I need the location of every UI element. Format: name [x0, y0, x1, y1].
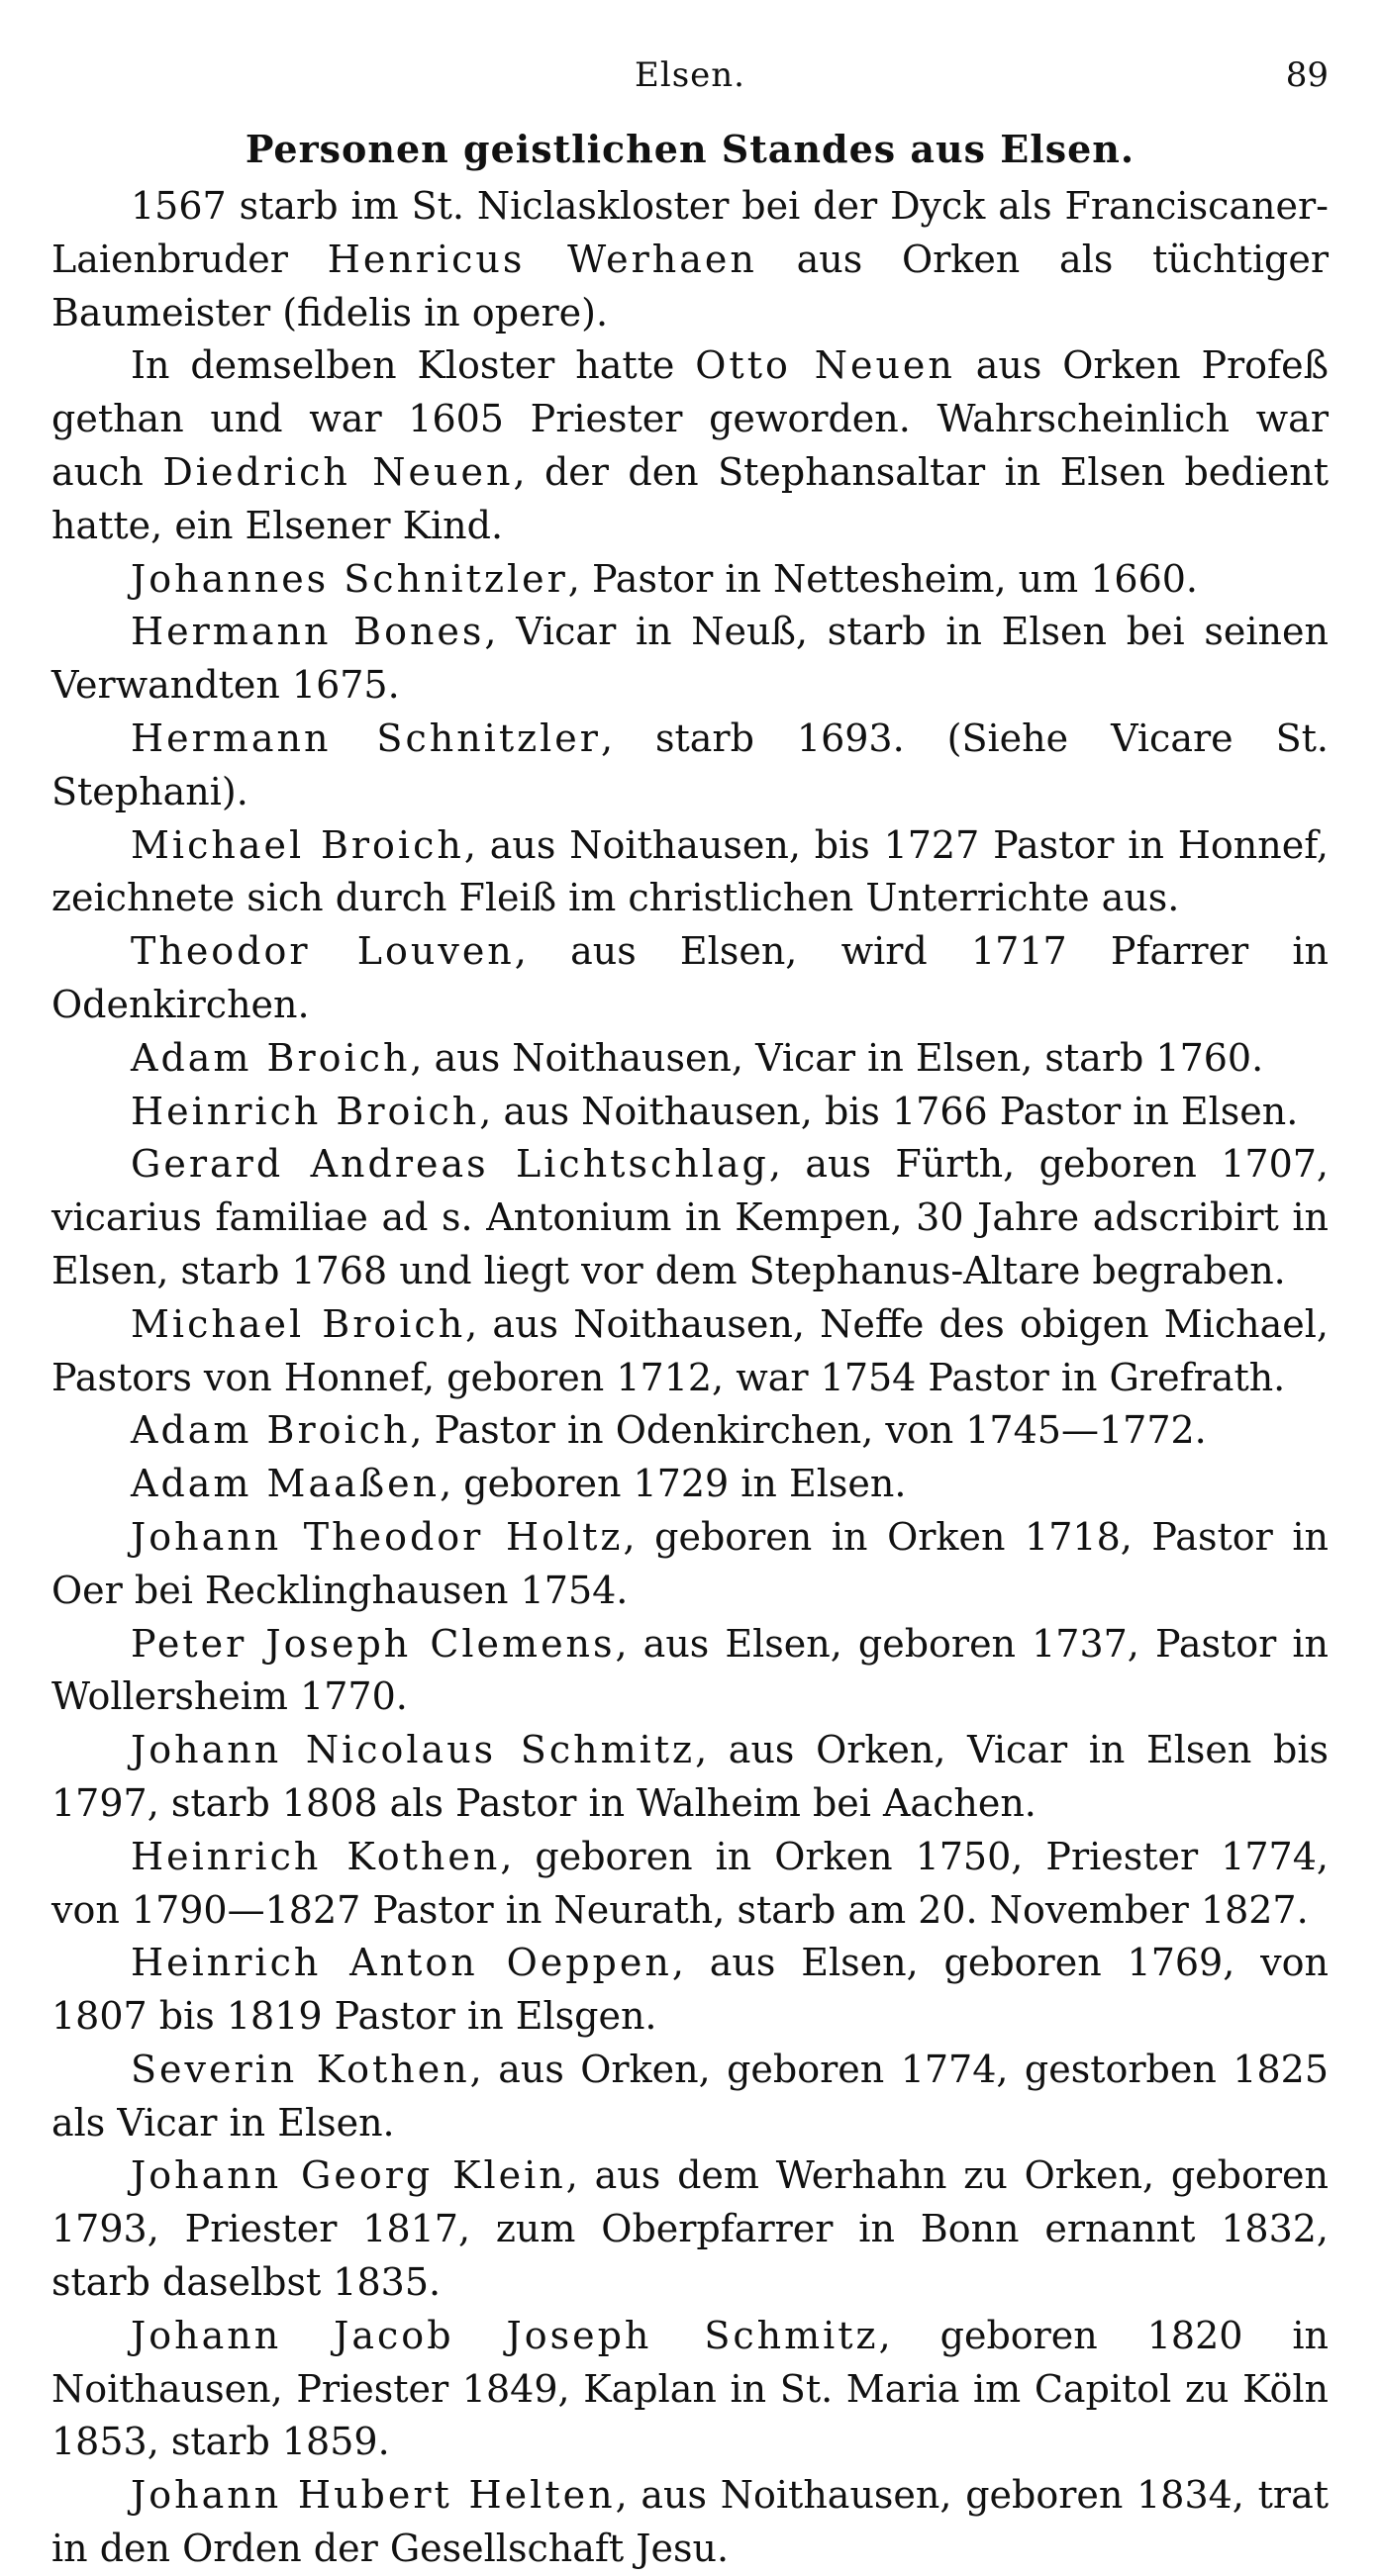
entry	[51, 606, 1329, 713]
entry-text: , der den Stephansaltar in Elsen bedient hatte, ein Elsener Kind.	[51, 449, 1330, 547]
entry	[51, 1032, 1329, 1086]
entry	[51, 2149, 1329, 2309]
entry-text: , aus Elsen, wird 1717 Pfarrer in Odenkirchen.	[51, 929, 1329, 1026]
person-name: Adam Broich	[131, 1035, 411, 1080]
entry	[51, 925, 1329, 1032]
entry	[51, 553, 1329, 607]
person-name: Johannes Schnitzler	[131, 556, 568, 601]
person-name: Diedrich Neuen	[162, 449, 514, 494]
person-name: Adam Broich	[131, 1408, 411, 1453]
entry	[51, 2044, 1329, 2150]
page-header	[51, 55, 1329, 103]
entry	[51, 2469, 1329, 2576]
entry-text: , aus Elsen, geboren 1769, von 1807 bis 1819 Pastor in Elsgen.	[51, 1941, 1329, 2039]
person-name: Otto Neuen	[695, 343, 955, 388]
entry	[51, 713, 1329, 819]
entry	[51, 2310, 1329, 2469]
person-name: Hermann Bones	[131, 610, 485, 654]
entry-text: , geboren 1820 in Noithausen, Priester 1849, Kaplan in St. Maria im Capitol zu Köln 1853, starb 1859.	[51, 2313, 1330, 2464]
entry-text: , aus Noithausen, bis 1727 Pastor in Honnef, zeichnete sich durch Fleiß im christlichen Unterrichte aus.	[51, 822, 1329, 920]
entry-text: , aus Orken, geboren 1774, gestorben 1825 als Vicar in Elsen.	[51, 2047, 1329, 2145]
entry-text: , Vicar in Neuß, starb in Elsen bei seinen Verwandten 1675.	[51, 610, 1329, 708]
person-name: Johann Theodor Holtz	[131, 1514, 624, 1559]
running-title: Elsen.	[635, 55, 745, 95]
entry-text: , Pastor in Nettesheim, um 1660.	[567, 556, 1199, 601]
entry	[51, 819, 1329, 926]
entry	[51, 1831, 1329, 1938]
section-title: Personen geistlichen Standes aus Elsen.	[245, 127, 1135, 171]
entry-text: , aus Orken, Vicar in Elsen bis 1797, starb 1808 als Pastor in Walheim bei Aachen.	[51, 1728, 1329, 1825]
person-name: Heinrich Anton Oeppen	[131, 1941, 672, 1985]
entry-text: aus Orken Profeß gethan und war 1605 Priester geworden. Wahrscheinlich war auch	[51, 343, 1329, 494]
person-name: Johann Georg Klein	[131, 2153, 566, 2198]
page-number: 89	[1285, 55, 1329, 95]
entry	[51, 1086, 1329, 1139]
person-name: Adam Maaßen	[131, 1462, 441, 1506]
person-name: Johann Hubert Helten	[131, 2473, 616, 2518]
entry-text: , aus dem Werhahn zu Orken, geboren 1793, Priester 1817, zum Oberpfarrer in Bonn ernannt 1832, starb daselbst 1835.	[51, 2153, 1329, 2305]
person-name: Michael Broich	[131, 1301, 466, 1346]
person-name: Hermann Schnitzler	[131, 716, 601, 760]
entry-text: , aus Elsen, geboren 1737, Pastor in Wollersheim 1770.	[51, 1621, 1329, 1719]
entry	[51, 1618, 1329, 1725]
entry-text: , aus Noithausen, geboren 1834, trat in den Orden der Gesellschaft Jesu.	[51, 2473, 1329, 2571]
entry	[51, 1298, 1329, 1405]
entry-text: 1567 starb im St. Niclaskloster bei der Dyck als Franciscaner-Laienbruder	[51, 184, 1329, 281]
entry-text: , geboren 1729 in Elsen.	[440, 1462, 907, 1506]
entry-text: , geboren in Orken 1718, Pastor in Oer bei Recklinghausen 1754.	[51, 1514, 1329, 1612]
entry	[51, 180, 1329, 339]
entry	[51, 1458, 1329, 1511]
entry-text: , aus Noithausen, Neffe des obigen Michael, Pastors von Honnef, geboren 1712, war 1754 Pastor in Grefrath.	[51, 1301, 1329, 1399]
person-name: Theodor Louven	[131, 929, 515, 974]
person-name: Peter Joseph Clemens	[131, 1621, 616, 1666]
entry-text: aus Orken als tüchtiger Baumeister (fidelis in opere).	[51, 237, 1329, 334]
entry-text: , geboren in Orken 1750, Priester 1774, von 1790—1827 Pastor in Neurath, starb am 20. November 1827.	[51, 1834, 1329, 1932]
entry-text: , aus Noithausen, Vicar in Elsen, starb 1760.	[410, 1035, 1264, 1080]
entry	[51, 1724, 1329, 1831]
entry	[51, 1138, 1329, 1297]
person-name: Johann Jacob Joseph Schmitz	[131, 2313, 879, 2357]
person-name: Severin Kothen	[131, 2047, 470, 2091]
entry	[51, 1404, 1329, 1458]
entry-text: , Pastor in Odenkirchen, von 1745—1772.	[410, 1408, 1207, 1453]
entry	[51, 1511, 1329, 1618]
entry	[51, 339, 1329, 552]
entry	[51, 1937, 1329, 2044]
entry-text: , starb 1693. (Siehe Vicare St. Stephani).	[51, 716, 1329, 813]
person-name: Heinrich Broich	[131, 1089, 480, 1133]
person-name: Johann Nicolaus Schmitz	[131, 1728, 696, 1772]
person-name: Heinrich Kothen	[131, 1834, 501, 1878]
entry-text: , aus Noithausen, bis 1766 Pastor in Elsen.	[479, 1089, 1299, 1133]
person-name: Gerard Andreas Lichtschlag	[131, 1142, 769, 1187]
person-name: Michael Broich	[131, 822, 464, 867]
entry-text: In demselben Kloster hatte	[131, 343, 696, 388]
entries-body	[51, 180, 1329, 2576]
entry-text: , aus Fürth, geboren 1707, vicarius familiae ad s. Antonium in Kempen, 30 Jahre adscribirt in Elsen, starb 1768 und liegt vor dem Stephanus-Altare begraben.	[51, 1142, 1329, 1292]
person-name: Henricus Werhaen	[327, 237, 757, 281]
